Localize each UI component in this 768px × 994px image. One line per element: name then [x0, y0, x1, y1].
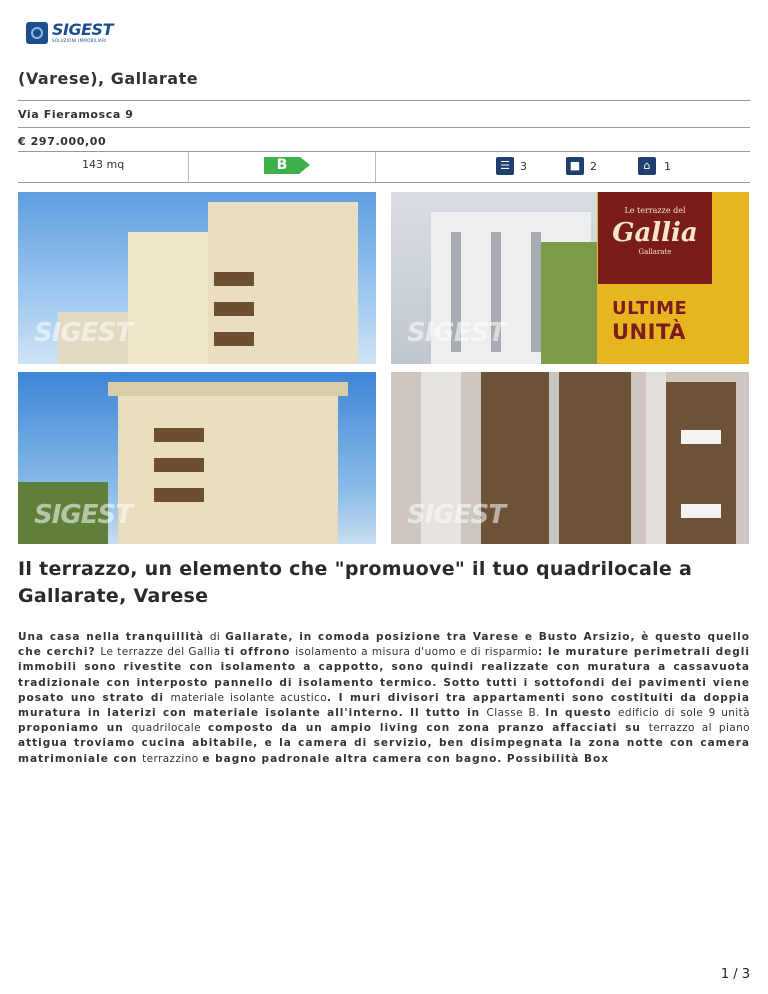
description-segment: e bagno padronale altra camera con bagno. Possibilità Box [202, 752, 610, 765]
description-segment: proponiamo un [18, 722, 132, 735]
balcony [154, 458, 204, 472]
description-segment: Classe B. [486, 707, 546, 720]
bathtub-icon: ■ [566, 157, 584, 175]
balcony [154, 488, 204, 502]
description-segment: quadrilocale [131, 722, 208, 735]
promo-small-title: Le terrazze del [624, 206, 686, 215]
sigest-logo [26, 20, 126, 46]
description-segment: attigua troviamo cucina abitabile, e la camera di servizio, ben disimpegnata la zona notte con camera matrimoniale con [18, 737, 750, 765]
features-bar [18, 152, 750, 182]
description-segment: In questo [545, 707, 619, 720]
column [646, 372, 666, 544]
promo-city: Gallarate [638, 248, 672, 256]
divider [18, 127, 750, 128]
promo-line-2: UNITÀ [612, 320, 686, 344]
photo-building-1[interactable] [18, 192, 376, 364]
description-segment: edificio di sole 9 unità [618, 707, 750, 720]
balcony [214, 302, 254, 316]
photo-watermark: SIGEST [407, 500, 505, 530]
description-segment: Una casa nella tranquillità [18, 631, 210, 643]
photo-watermark: SIGEST [34, 318, 132, 348]
roof [108, 382, 348, 396]
divider [18, 100, 750, 101]
balcony [154, 428, 204, 442]
description-segment: : le murature perimetrali degli immobili sono rivestite con isolamento a cappotto, sono quindi realizzate con muratura a cassavuota tradizionale con interposto pannello di isolamento termico. Sotto tutti i sottofondi dei pavimenti viene posato uno strato di [18, 646, 750, 704]
column [549, 372, 559, 544]
promo-name: Gallia [612, 218, 698, 248]
bathrooms-value: 2 [590, 160, 597, 173]
photo-building-2[interactable] [18, 372, 376, 544]
description-segment: terrazzo al piano [648, 722, 750, 735]
description-segment: composto da un ampio living con zona pranzo affacciati su [207, 722, 649, 735]
listing-description [18, 630, 750, 767]
description-segment: . I muri divisori tra appartamenti sono costituiti da doppia muratura in laterizi con materiale isolante all'interno. Il tutto in [18, 691, 750, 720]
listing-headline: Il terrazzo, un elemento che "promuove" il tuo quadrilocale a Gallarate, Varese [18, 558, 693, 607]
bed-icon: ☰ [496, 157, 514, 175]
description-segment: Le terrazze del Gallia [100, 646, 225, 659]
logo-tagline: SOLUZIONI IMMOBILIARI [52, 38, 107, 43]
listing-title: (Varese), Gallarate [18, 69, 199, 88]
balcony [214, 272, 254, 286]
building-facade [666, 382, 736, 544]
column [531, 232, 541, 352]
photo-watermark: SIGEST [407, 318, 505, 348]
description-segment: terrazzino [142, 752, 203, 765]
balcony [214, 332, 254, 346]
promo-line-1: ULTIME [612, 298, 688, 319]
photo-watermark: SIGEST [34, 500, 132, 530]
energy-class-label: B [276, 157, 288, 173]
garage-icon: ⌂ [638, 157, 656, 175]
description-segment: Gallarate, in comoda posizione tra Varese e Busto Arsizio, è questo quello che cerchi? [18, 631, 750, 659]
building-facade [118, 392, 338, 544]
page-number: 1 / 3 [720, 967, 750, 982]
description-segment: di [209, 631, 226, 643]
column-separator [375, 152, 376, 182]
energy-class-badge [264, 157, 300, 174]
promo-card [598, 192, 712, 284]
description-segment: isolamento a misura d'uomo e di risparmio [295, 646, 538, 659]
listing-address: Via Fieramosca 9 [18, 108, 134, 121]
balcony [681, 430, 721, 444]
balcony [681, 504, 721, 518]
description-segment: ti offrono [224, 646, 296, 659]
logo-mark-icon [26, 22, 48, 44]
surface-value: 143 mq [82, 158, 125, 171]
logo-text: SIGEST [52, 20, 113, 39]
garages-value: 1 [664, 160, 671, 173]
divider [18, 182, 750, 183]
column-separator [188, 152, 189, 182]
description-segment: materiale isolante acustico [170, 691, 328, 704]
tree [541, 242, 601, 364]
photo-building-3[interactable] [391, 372, 749, 544]
rooms-value: 3 [520, 160, 527, 173]
listing-price: € 297.000,00 [18, 135, 107, 148]
